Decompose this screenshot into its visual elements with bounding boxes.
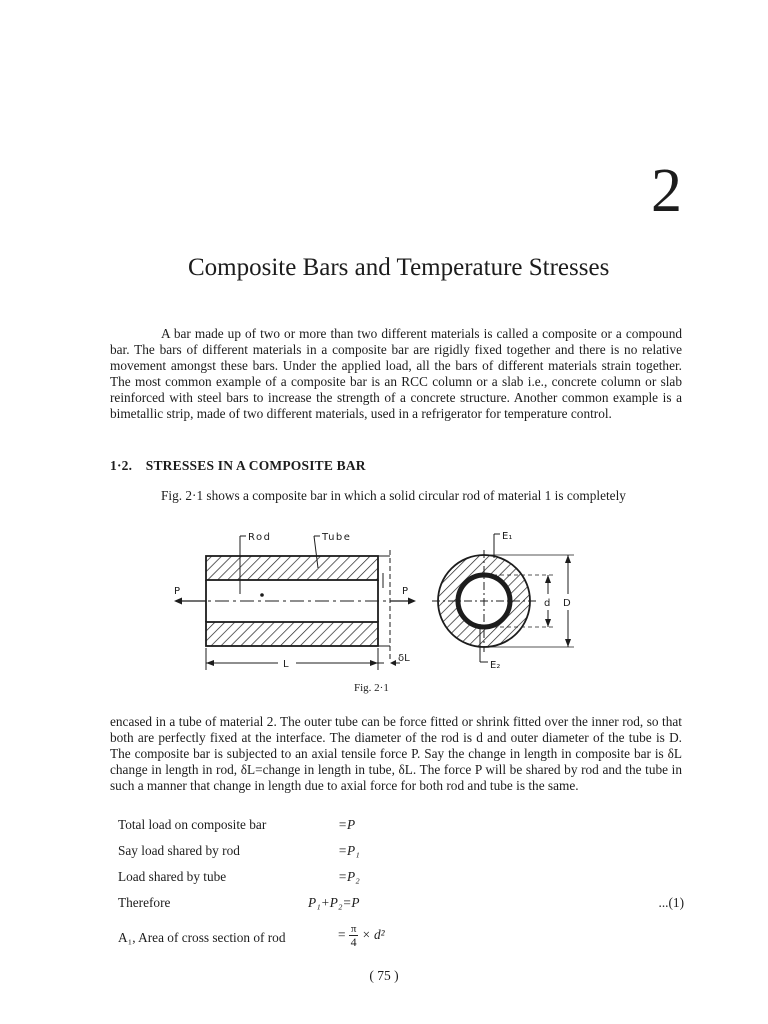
area-equation-prefix: =	[338, 927, 346, 943]
cross-section	[432, 550, 536, 652]
equation-value: =P₂	[338, 869, 360, 884]
fraction-numerator: π	[350, 923, 357, 935]
e1-leader	[494, 534, 500, 558]
section-number: 1·2.	[110, 458, 133, 473]
equation-list	[118, 817, 684, 951]
right-force-arrow	[390, 598, 416, 605]
body-paragraph: encased in a tube of material 2. The outer tube can be force fitted or shrink fitted over the inner rod, so that both are perfectly fixed at the interface. The diameter of the rod is d and outer diameter of the tube is D. The composite bar is subjected to an axial tensile force P. Say the change in length in composite bar is δL change in length in rod, δL=change in length in tube, δL. The force P will be shared by rod and the tube in such a manner that change in length due to axial force for both rod and tube is the same.	[110, 714, 682, 793]
equation-label: Load shared by tube	[118, 869, 227, 884]
rod-section	[190, 580, 400, 622]
right-force-label: P	[402, 586, 409, 597]
composite-bar-figure	[170, 528, 590, 678]
equation-row	[118, 895, 684, 921]
section-title: STRESSES IN A COMPOSITE BAR	[145, 458, 366, 473]
equation-row	[118, 817, 684, 843]
outer-diameter-label: D	[563, 598, 571, 609]
e2-label: E₂	[490, 660, 501, 671]
equation-row	[118, 869, 684, 895]
equation-value: =P₁	[338, 843, 360, 858]
tube-label: Tube	[322, 532, 352, 543]
left-force-label: P	[174, 586, 181, 597]
delta-length-label: δL	[398, 653, 410, 664]
section-heading	[110, 458, 366, 474]
rod-label: Rod	[248, 532, 272, 543]
equation-number: ...(1)	[658, 895, 684, 910]
chapter-number: 2	[651, 157, 682, 225]
equation-value: =P	[338, 817, 356, 832]
figure-intro-text: Fig. 2·1 shows a composite bar in which a solid circular rod of material 1 is completely	[161, 488, 626, 503]
area-equation-row	[118, 925, 684, 951]
chapter-title: Composite Bars and Temperature Stresses	[188, 254, 610, 281]
e1-label: E₁	[502, 531, 513, 542]
page-number: ( 75 )	[369, 968, 399, 983]
pi-over-four-fraction	[349, 923, 359, 949]
equation-row	[118, 843, 684, 869]
area-equation-label: A₁, Area of cross section of rod	[118, 930, 286, 945]
area-equation-value	[338, 923, 385, 949]
area-equation-suffix: × d²	[361, 927, 385, 943]
equation-label: Total load on composite bar	[118, 817, 267, 832]
length-dimension	[206, 648, 378, 670]
left-force-arrow	[174, 598, 206, 605]
equation-value: P₁+P₂=P	[308, 895, 360, 910]
length-label: L	[283, 659, 289, 670]
delta-length-outline	[378, 550, 390, 662]
figure-caption: Fig. 2·1	[354, 682, 389, 694]
equation-label: Therefore	[118, 895, 171, 910]
equation-label: Say load shared by rod	[118, 843, 240, 858]
inner-diameter-label: d	[544, 598, 551, 609]
fraction-denominator: 4	[350, 935, 357, 949]
delta-length-dimension	[378, 660, 400, 666]
intro-paragraph: A bar made up of two or more than two different materials is called a composite or a compound bar. The bars of different materials in a composite bar are rigidly fixed together and there is no relative movement amongst these bars. Under the applied load, all the bars of different materials strain together. The most common example of a composite bar is an RCC column or a slab i.e., concrete column or slab reinforced with steel bars to increase the strength of a concrete structure. Another common example is a bimetallic strip, made of two different materials, used in a refrigerator for temperature control.	[110, 326, 682, 421]
